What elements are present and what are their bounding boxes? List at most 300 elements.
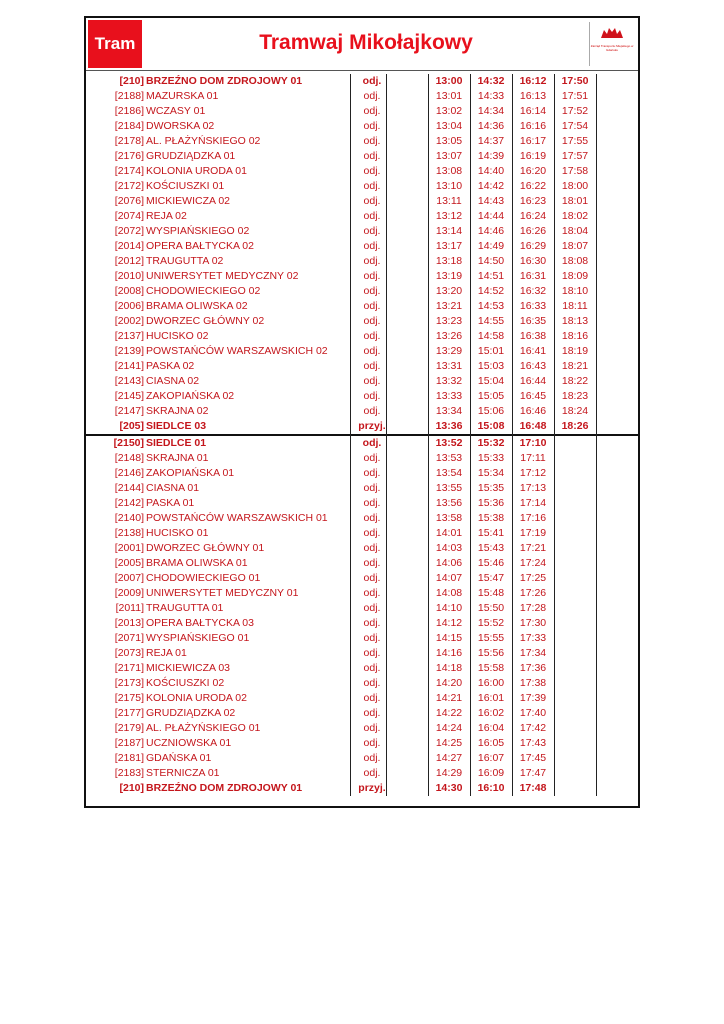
departure-time: 18:09	[561, 270, 589, 282]
stop-code: [2175]	[114, 692, 144, 704]
departure-time: 17:25	[519, 572, 547, 584]
table-row	[86, 526, 638, 541]
table-row	[86, 344, 638, 359]
departure-time: 13:11	[436, 195, 462, 207]
stop-type: odj.	[363, 120, 381, 132]
departure-time: 13:54	[435, 467, 463, 479]
page-title: Tramwaj Mikołajkowy	[259, 31, 473, 54]
table-row	[86, 721, 638, 736]
stop-type: odj.	[363, 315, 381, 327]
departure-time: 17:55	[561, 135, 589, 147]
departure-time: 17:38	[519, 677, 547, 689]
stop-type: odj.	[363, 165, 381, 177]
authority-logo	[589, 22, 634, 66]
stop-type: odj.	[362, 75, 382, 87]
departure-time: 17:39	[519, 692, 547, 704]
stop-type: odj.	[363, 632, 381, 644]
stop-code: [2139]	[114, 345, 144, 357]
stop-name: CHODOWIECKIEGO 02	[146, 285, 261, 297]
departure-time: 14:12	[435, 617, 463, 629]
departure-time: 17:48	[519, 782, 547, 794]
departure-time: 17:40	[519, 707, 547, 719]
departure-time: 17:42	[519, 722, 547, 734]
table-row	[86, 691, 638, 706]
table-row	[86, 194, 638, 209]
table-row	[86, 556, 638, 571]
departure-time: 14:15	[435, 632, 463, 644]
table-row	[86, 436, 638, 451]
stop-name: CIASNA 01	[146, 482, 200, 494]
table-row	[86, 661, 638, 676]
departure-time: 13:17	[435, 240, 463, 252]
departure-time: 16:07	[477, 752, 505, 764]
departure-time: 15:36	[477, 497, 505, 509]
departure-time: 14:20	[435, 677, 463, 689]
departure-time: 15:34	[477, 467, 505, 479]
table-row	[86, 389, 638, 404]
table-row	[86, 419, 638, 436]
stop-name: BRZEŹNO DOM ZDROJOWY 01	[146, 782, 303, 794]
stop-name: POWSTAŃCÓW WARSZAWSKICH 02	[146, 345, 328, 357]
stop-name: SIEDLCE 01	[146, 437, 207, 449]
stop-type: odj.	[363, 375, 381, 387]
table-row	[86, 676, 638, 691]
stop-code: [2186]	[114, 105, 144, 117]
table-row	[86, 104, 638, 119]
table-row	[86, 179, 638, 194]
departure-time: 17:36	[519, 662, 547, 674]
stop-name: MICKIEWICZA 02	[146, 195, 231, 207]
stop-name: POWSTAŃCÓW WARSZAWSKICH 01	[146, 512, 328, 524]
table-row	[86, 329, 638, 344]
stop-name: STERNICZA 01	[146, 767, 220, 779]
stop-type: odj.	[363, 240, 381, 252]
stop-code: [2181]	[114, 752, 144, 764]
table-row	[86, 89, 638, 104]
departure-time: 17:50	[561, 75, 589, 87]
departure-time: 17:11	[520, 452, 546, 464]
stop-type: odj.	[363, 497, 381, 509]
departure-time: 16:31	[519, 270, 547, 282]
table-row	[86, 466, 638, 481]
logo-caption: Zarząd Transportu Miejskiego w Gdańsku	[590, 44, 634, 52]
stop-type: odj.	[363, 722, 381, 734]
stop-name: DWORZEC GŁÓWNY 01	[146, 542, 265, 554]
departure-time: 15:38	[477, 512, 505, 524]
stop-name: HUCISKO 02	[146, 330, 209, 342]
table-row	[86, 736, 638, 751]
column-divider	[386, 74, 387, 796]
stop-name: KOŚCIUSZKI 02	[146, 677, 225, 689]
stop-code: [2002]	[114, 315, 144, 327]
departure-time: 16:13	[519, 90, 547, 102]
departure-time: 14:30	[435, 782, 463, 794]
departure-time: 16:41	[519, 345, 547, 357]
stop-name: HUCISKO 01	[146, 527, 209, 539]
column-divider	[470, 74, 471, 796]
stop-name: OPERA BAŁTYCKA 03	[146, 617, 254, 629]
stop-type: odj.	[363, 527, 381, 539]
departure-time: 14:16	[435, 647, 463, 659]
stop-name: UNIWERSYTET MEDYCZNY 02	[146, 270, 299, 282]
departure-time: 14:39	[477, 150, 505, 162]
stop-code: [2076]	[114, 195, 144, 207]
table-section	[86, 74, 638, 436]
stop-type: odj.	[363, 737, 381, 749]
table-row	[86, 239, 638, 254]
departure-time: 18:04	[561, 225, 589, 237]
stop-code: [210]	[119, 75, 144, 87]
departure-time: 14:21	[435, 692, 463, 704]
table-section	[86, 436, 638, 796]
stop-name: CIASNA 02	[146, 375, 200, 387]
stop-name: GRUDZIĄDZKA 02	[146, 707, 236, 719]
departure-time: 13:07	[435, 150, 463, 162]
table-row	[86, 269, 638, 284]
departure-time: 18:13	[561, 315, 589, 327]
departure-time: 14:44	[477, 210, 505, 222]
departure-time: 15:35	[477, 482, 505, 494]
departure-time: 16:46	[519, 405, 547, 417]
table-row	[86, 616, 638, 631]
column-divider	[512, 74, 513, 796]
departure-time: 18:08	[561, 255, 589, 267]
departure-time: 13:21	[435, 300, 463, 312]
stop-type: odj.	[363, 452, 381, 464]
stop-code: [205]	[119, 420, 144, 432]
departure-time: 17:12	[519, 467, 547, 479]
departure-time: 15:05	[477, 390, 505, 402]
stop-code: [2187]	[114, 737, 144, 749]
stop-name: AL. PŁAŻYŃSKIEGO 02	[146, 135, 261, 147]
stop-name: DWORZEC GŁÓWNY 02	[146, 315, 265, 327]
departure-time: 13:00	[435, 75, 463, 87]
stop-type: przyj.	[358, 420, 386, 432]
departure-time: 17:30	[519, 617, 547, 629]
departure-time: 13:10	[435, 180, 463, 192]
departure-time: 13:04	[435, 120, 463, 132]
stop-type: odj.	[363, 105, 381, 117]
departure-time: 14:33	[477, 90, 505, 102]
departure-time: 17:57	[561, 150, 589, 162]
stop-code: [2150]	[113, 437, 144, 449]
departure-time: 14:52	[477, 285, 505, 297]
column-divider	[596, 74, 597, 796]
departure-time: 14:36	[477, 120, 505, 132]
departure-time: 15:52	[477, 617, 505, 629]
departure-time: 17:26	[519, 587, 547, 599]
departure-time: 15:46	[477, 557, 505, 569]
stop-code: [2145]	[114, 390, 144, 402]
departure-time: 14:10	[435, 602, 463, 614]
departure-time: 18:19	[561, 345, 589, 357]
departure-time: 16:35	[519, 315, 547, 327]
departure-time: 17:10	[519, 437, 547, 449]
departure-time: 13:58	[435, 512, 463, 524]
table-row	[86, 149, 638, 164]
departure-time: 13:52	[435, 437, 463, 449]
departure-time: 13:36	[435, 420, 463, 432]
departure-time: 13:53	[435, 452, 463, 464]
timetable-header	[86, 18, 638, 71]
departure-time: 13:05	[435, 135, 463, 147]
stop-code: [2006]	[114, 300, 144, 312]
stop-type: odj.	[363, 587, 381, 599]
stop-code: [2171]	[114, 662, 144, 674]
column-divider	[428, 74, 429, 796]
stop-name: AL. PŁAŻYŃSKIEGO 01	[146, 722, 261, 734]
stop-type: odj.	[363, 360, 381, 372]
departure-time: 14:40	[477, 165, 505, 177]
stop-name: KOLONIA URODA 02	[146, 692, 247, 704]
stop-code: [2143]	[114, 375, 144, 387]
stop-name: ZAKOPIAŃSKA 01	[146, 467, 235, 479]
departure-time: 17:47	[519, 767, 547, 779]
departure-time: 16:44	[519, 375, 547, 387]
departure-time: 13:02	[435, 105, 463, 117]
stop-code: [2176]	[114, 150, 144, 162]
stop-type: odj.	[363, 195, 381, 207]
departure-time: 14:50	[477, 255, 505, 267]
stop-type: odj.	[363, 542, 381, 554]
departure-time: 18:10	[561, 285, 589, 297]
stop-code: [2142]	[114, 497, 144, 509]
departure-time: 15:03	[477, 360, 505, 372]
departure-time: 17:58	[561, 165, 589, 177]
departure-time: 13:08	[435, 165, 463, 177]
stop-name: REJA 02	[146, 210, 187, 222]
table-row	[86, 451, 638, 466]
table-row	[86, 541, 638, 556]
departure-time: 17:51	[561, 90, 589, 102]
table-row	[86, 404, 638, 419]
stop-name: GDAŃSKA 01	[146, 752, 212, 764]
departure-time: 15:08	[477, 420, 505, 432]
stop-name: BRZEŹNO DOM ZDROJOWY 01	[146, 75, 303, 87]
departure-time: 17:19	[519, 527, 547, 539]
departure-time: 13:14	[435, 225, 463, 237]
table-row	[86, 254, 638, 269]
stop-code: [2010]	[114, 270, 144, 282]
gdansk-coat-of-arms-icon	[599, 26, 625, 40]
departure-time: 17:45	[519, 752, 547, 764]
stop-code: [2014]	[114, 240, 144, 252]
departure-time: 14:55	[477, 315, 505, 327]
tram-badge	[88, 20, 142, 68]
stop-code: [2173]	[114, 677, 144, 689]
departure-time: 14:06	[435, 557, 463, 569]
departure-time: 14:07	[435, 572, 463, 584]
stop-name: DWORSKA 02	[146, 120, 215, 132]
departure-time: 14:46	[477, 225, 505, 237]
stop-code: [2137]	[114, 330, 144, 342]
stop-code: [2179]	[114, 722, 144, 734]
departure-time: 16:33	[519, 300, 547, 312]
departure-time: 16:16	[519, 120, 547, 132]
stop-code: [2188]	[114, 90, 144, 102]
stop-type: odj.	[363, 330, 381, 342]
departure-time: 16:00	[477, 677, 505, 689]
table-row	[86, 284, 638, 299]
departure-time: 14:37	[477, 135, 505, 147]
departure-time: 16:24	[519, 210, 547, 222]
departure-time: 16:38	[519, 330, 547, 342]
departure-time: 13:19	[435, 270, 463, 282]
table-row	[86, 481, 638, 496]
departure-time: 17:13	[519, 482, 547, 494]
departure-time: 16:12	[519, 75, 547, 87]
stop-name: MICKIEWICZA 03	[146, 662, 231, 674]
departure-time: 17:28	[519, 602, 547, 614]
departure-time: 14:51	[477, 270, 505, 282]
departure-time: 15:58	[477, 662, 505, 674]
stop-type: odj.	[363, 210, 381, 222]
stop-type: odj.	[363, 285, 381, 297]
departure-time: 17:54	[561, 120, 589, 132]
stop-code: [2147]	[114, 405, 144, 417]
departure-time: 16:17	[519, 135, 547, 147]
departure-time: 17:34	[519, 647, 547, 659]
column-divider	[350, 74, 351, 796]
departure-time: 18:00	[561, 180, 589, 192]
stop-code: [2140]	[114, 512, 144, 524]
stop-type: odj.	[363, 300, 381, 312]
departure-time: 14:03	[435, 542, 463, 554]
stop-type: przyj.	[358, 782, 386, 794]
stop-type: odj.	[363, 90, 381, 102]
departure-time: 15:41	[477, 527, 505, 539]
departure-time: 15:47	[477, 572, 505, 584]
departure-time: 16:32	[519, 285, 547, 297]
table-row	[86, 359, 638, 374]
stop-name: WCZASY 01	[146, 105, 206, 117]
stop-code: [2005]	[114, 557, 144, 569]
stop-code: [2148]	[114, 452, 144, 464]
stop-type: odj.	[363, 150, 381, 162]
departure-time: 15:04	[477, 375, 505, 387]
table-row	[86, 751, 638, 766]
table-row	[86, 646, 638, 661]
table-row	[86, 571, 638, 586]
stop-type: odj.	[363, 647, 381, 659]
stop-name: REJA 01	[146, 647, 187, 659]
departure-time: 14:27	[435, 752, 463, 764]
departure-time: 15:48	[477, 587, 505, 599]
stop-name: GRUDZIĄDZKA 01	[146, 150, 236, 162]
departure-time: 16:23	[519, 195, 547, 207]
departure-time: 16:09	[477, 767, 505, 779]
departure-time: 13:56	[435, 497, 463, 509]
departure-time: 16:20	[519, 165, 547, 177]
departure-time: 16:48	[519, 420, 547, 432]
table-row	[86, 781, 638, 796]
departure-time: 15:43	[477, 542, 505, 554]
departure-time: 13:55	[435, 482, 463, 494]
table-row	[86, 119, 638, 134]
table-row	[86, 511, 638, 526]
departure-time: 13:12	[435, 210, 463, 222]
table-row	[86, 299, 638, 314]
departure-time: 15:01	[477, 345, 505, 357]
departure-time: 18:07	[561, 240, 589, 252]
departure-time: 17:52	[561, 105, 589, 117]
stop-code: [2013]	[114, 617, 144, 629]
departure-time: 13:26	[435, 330, 463, 342]
stop-code: [2001]	[114, 542, 144, 554]
stop-code: [2071]	[114, 632, 144, 644]
stop-name: OPERA BAŁTYCKA 02	[146, 240, 254, 252]
departure-time: 17:33	[519, 632, 547, 644]
stop-name: SIEDLCE 03	[146, 420, 207, 432]
stop-type: odj.	[363, 677, 381, 689]
departure-time: 13:23	[435, 315, 463, 327]
departure-time: 14:08	[435, 587, 463, 599]
departure-time: 17:16	[519, 512, 547, 524]
departure-time: 17:14	[519, 497, 547, 509]
departure-time: 17:43	[519, 737, 547, 749]
departure-time: 16:19	[519, 150, 547, 162]
departure-time: 13:32	[435, 375, 463, 387]
departure-time: 16:02	[477, 707, 505, 719]
table-row	[86, 134, 638, 149]
table-row	[86, 74, 638, 89]
departure-time: 16:04	[477, 722, 505, 734]
stop-type: odj.	[363, 345, 381, 357]
stop-code: [2138]	[114, 527, 144, 539]
stop-type: odj.	[363, 707, 381, 719]
stop-type: odj.	[363, 662, 381, 674]
departure-time: 14:22	[435, 707, 463, 719]
departure-time: 15:32	[477, 437, 505, 449]
departure-time: 16:26	[519, 225, 547, 237]
departure-time: 18:11	[562, 300, 588, 312]
departure-time: 13:31	[435, 360, 463, 372]
stop-type: odj.	[363, 692, 381, 704]
stop-type: odj.	[363, 225, 381, 237]
departure-time: 16:05	[477, 737, 505, 749]
stop-code: [2012]	[114, 255, 144, 267]
stop-code: [2009]	[114, 587, 144, 599]
stop-name: UNIWERSYTET MEDYCZNY 01	[146, 587, 299, 599]
departure-time: 18:24	[561, 405, 589, 417]
stop-code: [210]	[119, 782, 144, 794]
stop-code: [2008]	[114, 285, 144, 297]
stop-name: WYSPIAŃSKIEGO 01	[146, 632, 250, 644]
departure-time: 14:53	[477, 300, 505, 312]
stop-type: odj.	[363, 617, 381, 629]
departure-time: 17:21	[519, 542, 547, 554]
departure-time: 16:22	[519, 180, 547, 192]
stop-code: [2144]	[114, 482, 144, 494]
table-row	[86, 496, 638, 511]
stop-name: MAZURSKA 01	[146, 90, 219, 102]
departure-time: 15:33	[477, 452, 505, 464]
stop-name: KOLONIA URODA 01	[146, 165, 247, 177]
stop-code: [2072]	[114, 225, 144, 237]
stop-type: odj.	[363, 270, 381, 282]
departure-time: 18:26	[561, 420, 589, 432]
column-divider	[554, 74, 555, 796]
departure-time: 16:14	[519, 105, 547, 117]
departure-time: 14:42	[477, 180, 505, 192]
stop-code: [2141]	[114, 360, 144, 372]
departure-time: 18:02	[561, 210, 589, 222]
stop-type: odj.	[363, 602, 381, 614]
tram-badge-label: Tram	[94, 34, 136, 53]
departure-time: 16:43	[519, 360, 547, 372]
stop-name: WYSPIAŃSKIEGO 02	[146, 225, 250, 237]
departure-time: 14:18	[435, 662, 463, 674]
